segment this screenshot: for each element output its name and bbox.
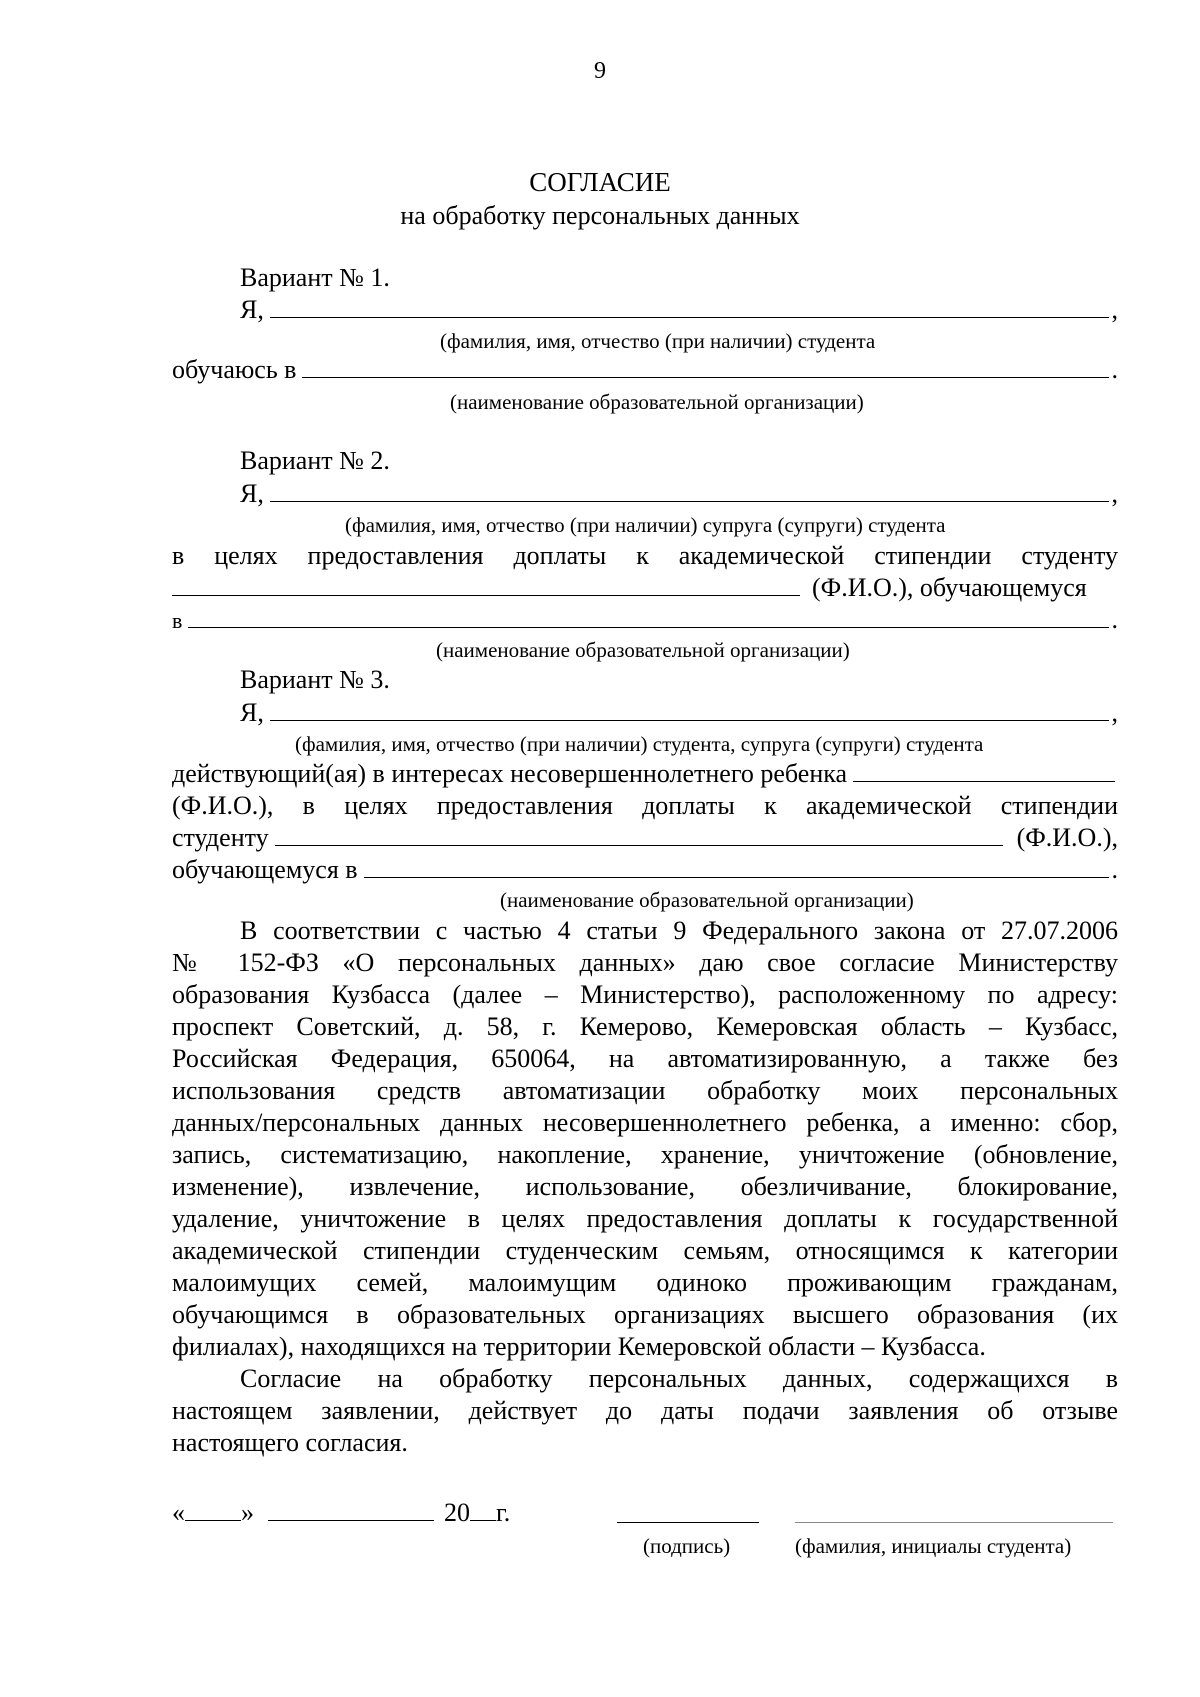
name-initials-caption: (фамилия, инициалы студента) <box>795 1534 1072 1558</box>
variant2-fio-blank <box>172 573 800 596</box>
body-line: изменение), извлечение, использование, обезличивание, блокирование, <box>172 1172 1118 1201</box>
variant1-study-line <box>172 354 1118 386</box>
body-line: использования средств автоматизации обработку моих персональных <box>172 1076 1118 1105</box>
date-year-prefix: 20 <box>444 1498 470 1527</box>
variant1-org-blank <box>302 354 1108 378</box>
page-number: 9 <box>594 58 606 84</box>
variant3-study-prefix: обучающемуся в <box>172 855 358 884</box>
variant3-caption-org: (наименование образовательной организации) <box>500 888 914 912</box>
variant3-period: . <box>1111 855 1118 884</box>
date-month-blank <box>268 1498 434 1521</box>
date-line <box>172 1497 532 1529</box>
variant1-heading: Вариант № 1. <box>240 263 390 292</box>
body-line: В соответствии с частью 4 статьи 9 Федерального закона от 27.07.2006 <box>240 916 1118 945</box>
variant2-name-blank <box>270 478 1109 502</box>
variant3-acting-line <box>172 758 1118 790</box>
variant2-caption-name: (фамилия, имя, отчество (при наличии) супруга (супруги) студента <box>345 513 946 537</box>
signature-blank <box>617 1500 759 1523</box>
variant2-v: в <box>172 608 183 633</box>
date-quote-open: « <box>172 1498 185 1527</box>
name-initials-blank <box>795 1500 1113 1523</box>
variant1-name-blank <box>270 294 1109 318</box>
variant2-fio-suffix: (Ф.И.О.), обучающемуся <box>812 573 1087 602</box>
variant3-student-blank <box>275 822 1003 846</box>
body-line: малоимущих семей, малоимущим одиноко проживающим гражданам, <box>172 1268 1118 1297</box>
date-year-blank <box>470 1498 496 1521</box>
validity-line: настоящем заявлении, действует до даты подачи заявления об отзыве <box>172 1396 1118 1425</box>
body-line: запись, систематизацию, накопление, хранение, уничтожение (обновление, <box>172 1140 1118 1169</box>
variant1-period: . <box>1111 355 1118 384</box>
body-line: проспект Советский, д. 58, г. Кемерово, Кемеровская область – Кузбасс, <box>172 1012 1118 1041</box>
variant2-ya: Я, <box>240 479 264 508</box>
signature-caption: (подпись) <box>643 1534 731 1558</box>
variant3-heading: Вариант № 3. <box>240 665 390 694</box>
variant3-study-line <box>172 854 1118 886</box>
variant3-caption-name: (фамилия, имя, отчество (при наличии) студента, супруга (супруги) студента <box>295 732 984 756</box>
variant2-caption-org: (наименование образовательной организации) <box>436 638 850 662</box>
variant3-name-blank <box>270 697 1109 721</box>
variant3-org-blank <box>364 854 1109 878</box>
variant3-comma: , <box>1111 698 1118 727</box>
variant3-student-line <box>172 822 1118 854</box>
body-line: Российская Федерация, 650064, на автоматизированную, а также без <box>172 1044 1118 1073</box>
date-quote-close: » <box>241 1498 254 1527</box>
variant2-comma: , <box>1111 479 1118 508</box>
variant1-study-prefix: обучаюсь в <box>172 355 297 384</box>
variant3-purpose: (Ф.И.О.), в целях предоставления доплаты к академической стипендии <box>172 791 1118 820</box>
variant2-heading: Вариант № 2. <box>240 446 390 475</box>
validity-line: Согласие на обработку персональных данных, содержащихся в <box>240 1364 1118 1393</box>
variant1-name-line <box>240 294 1118 326</box>
variant3-name-line <box>240 697 1118 729</box>
variant1-caption-org: (наименование образовательной организации) <box>450 390 864 414</box>
document-subtitle: на обработку персональных данных <box>400 201 800 230</box>
validity-line: настоящего согласия. <box>172 1428 408 1457</box>
date-day-blank <box>185 1498 241 1521</box>
variant2-org-line <box>172 604 1118 636</box>
variant1-comma: , <box>1111 295 1118 324</box>
variant3-child-blank <box>853 758 1115 782</box>
variant2-org-blank <box>188 604 1108 628</box>
variant3-ya: Я, <box>240 698 264 727</box>
body-line: данных/персональных данных несовершеннолетнего ребенка, а именно: сбор, <box>172 1108 1118 1137</box>
document-title: СОГЛАСИЕ <box>529 167 671 197</box>
body-line: удаление, уничтожение в целях предоставления доплаты к государственной <box>172 1204 1118 1233</box>
variant2-fio-line <box>172 572 1118 604</box>
body-line: обучающимся в образовательных организациях высшего образования (их <box>172 1300 1118 1329</box>
variant3-fio-suffix: (Ф.И.О.), <box>1016 823 1118 852</box>
variant3-student-prefix: студенту <box>172 823 269 852</box>
body-line: филиалах), находящихся на территории Кемеровской области – Кузбасса. <box>172 1332 986 1361</box>
variant3-acting: действующий(ая) в интересах несовершеннолетнего ребенка <box>172 759 848 788</box>
body-line: образования Кузбасса (далее – Министерство), расположенному по адресу: <box>172 980 1118 1009</box>
variant2-name-line <box>240 478 1118 510</box>
body-line: академической стипендии студенческим семьям, относящимся к категории <box>172 1236 1118 1265</box>
date-year-suffix: г. <box>496 1498 511 1527</box>
body-line: № 152-ФЗ «О персональных данных» даю свое согласие Министерству <box>172 948 1118 977</box>
variant1-ya: Я, <box>240 295 264 324</box>
variant2-purpose: в целях предоставления доплаты к академической стипендии студенту <box>172 541 1118 570</box>
variant1-caption-name: (фамилия, имя, отчество (при наличии) студента <box>440 329 876 353</box>
variant2-period: . <box>1111 605 1118 634</box>
